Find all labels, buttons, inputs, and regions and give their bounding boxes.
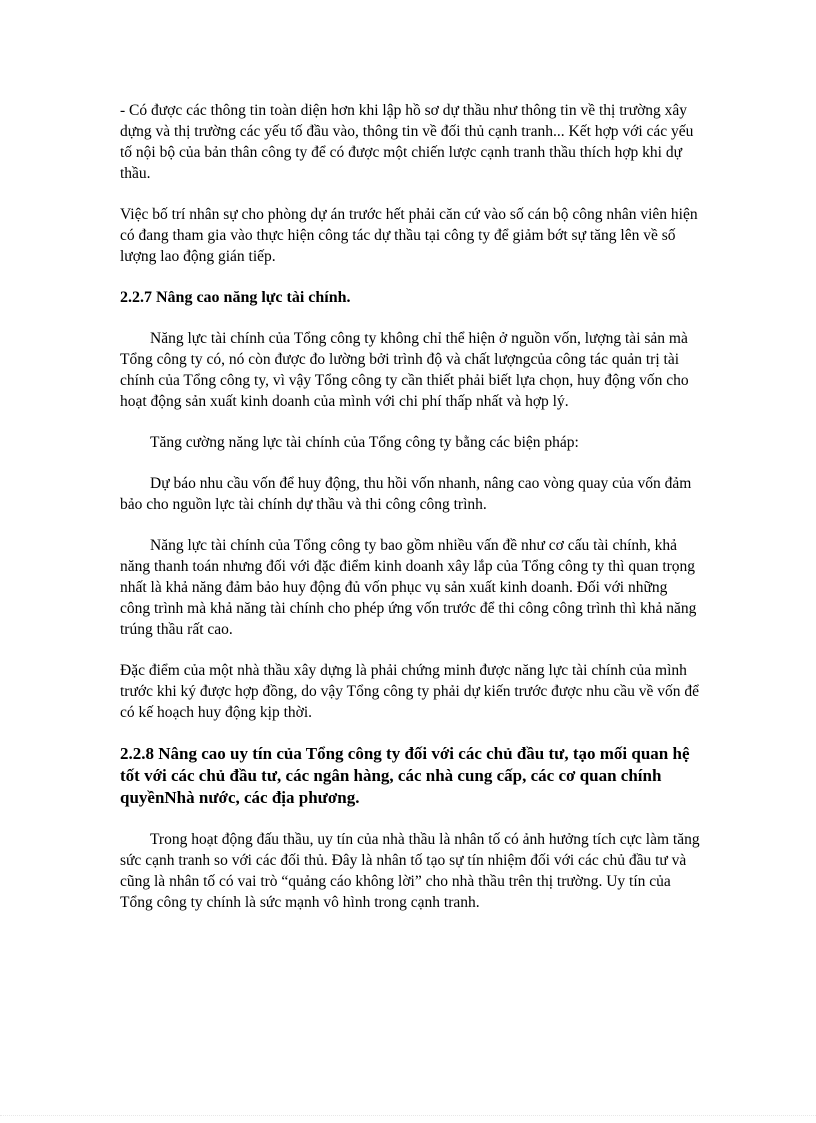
paragraph-contractor-proof: Đặc điểm của một nhà thầu xây dựng là phải chứng minh được năng lực tài chính của mình trước khi ký được hợp đồng, do vậy Tổng công ty phải dự kiến trước được nhu cầu về vốn để có kế hoạch huy động kịp thời. xyxy=(120,662,700,721)
paragraph-financial-structure: Năng lực tài chính của Tổng công ty bao gồm nhiều vấn đề như cơ cấu tài chính, khả năng thanh toán nhưng đối với đặc điểm kinh doanh xây lắp của Tổng công ty thì quan trọng nhất là khả năng đảm bảo huy động đủ vốn phục vụ sản xuất kinh doanh. Đối với những công trình mà khả năng tài chính cho phép ứng vốn trước để thi công công trình thì khả năng trúng thầu rất cao. xyxy=(120,537,697,638)
paragraph-staffing: Việc bố trí nhân sự cho phòng dự án trước hết phải căn cứ vào số cán bộ công nhân viên hiện có đang tham gia vào thực hiện công tác dự thầu tại công ty để giảm bớt sự tăng lên về số lượng lao động gián tiếp. xyxy=(120,206,698,265)
paragraph-capital-forecast: Dự báo nhu cầu vốn để huy động, thu hồi vốn nhanh, nâng cao vòng quay của vốn đảm bảo cho nguồn lực tài chính dự thầu và thi công công trình. xyxy=(120,475,692,513)
page-bottom-divider xyxy=(0,1115,816,1116)
heading-2-2-8: 2.2.8 Nâng cao uy tín của Tổng công ty đối với các chủ đầu tư, tạo mối quan hệ tốt với các chủ đầu tư, các ngân hàng, các nhà cung cấp, các cơ quan chính quyềnNhà nước, các địa phương. xyxy=(120,744,690,807)
paragraph-reputation: Trong hoạt động đấu thầu, uy tín của nhà thầu là nhân tố có ảnh hưởng tích cực làm tăng sức cạnh tranh so với các đối thủ. Đây là nhân tố tạo sự tín nhiệm đối với các chủ đầu tư và cũng là nhân tố có vai trò “quảng cáo không lời” cho nhà thầu trên thị trường. Uy tín của Tổng công ty chính là sức mạnh vô hình trong cạnh tranh. xyxy=(120,831,700,911)
paragraph-bidding-info: - Có được các thông tin toàn diện hơn khi lập hồ sơ dự thầu như thông tin về thị trường xây dựng và thị trường các yếu tố đầu vào, thông tin về đối thủ cạnh tranh... Kết hợp với các yếu tố nội bộ của bản thân công ty để có được một chiến lược cạnh tranh thầu thích hợp khi dự thầu. xyxy=(120,102,694,182)
heading-2-2-7: 2.2.7 Nâng cao năng lực tài chính. xyxy=(120,289,351,306)
paragraph-financial-capacity: Năng lực tài chính của Tổng công ty không chỉ thể hiện ở nguồn vốn, lượng tài sản mà Tổng công ty có, nó còn được đo lường bởi trình độ và chất lượngcủa công tác quản trị tài chính của Tổng công ty, vì vậy Tổng công ty cần thiết phải biết lựa chọn, huy động vốn cho hoạt động sản xuất kinh doanh của mình với chi phí thấp nhất và hợp lý. xyxy=(120,330,689,410)
paragraph-measures-intro: Tăng cường năng lực tài chính của Tổng công ty bằng các biện pháp: xyxy=(150,434,579,451)
document-page xyxy=(120,100,700,933)
